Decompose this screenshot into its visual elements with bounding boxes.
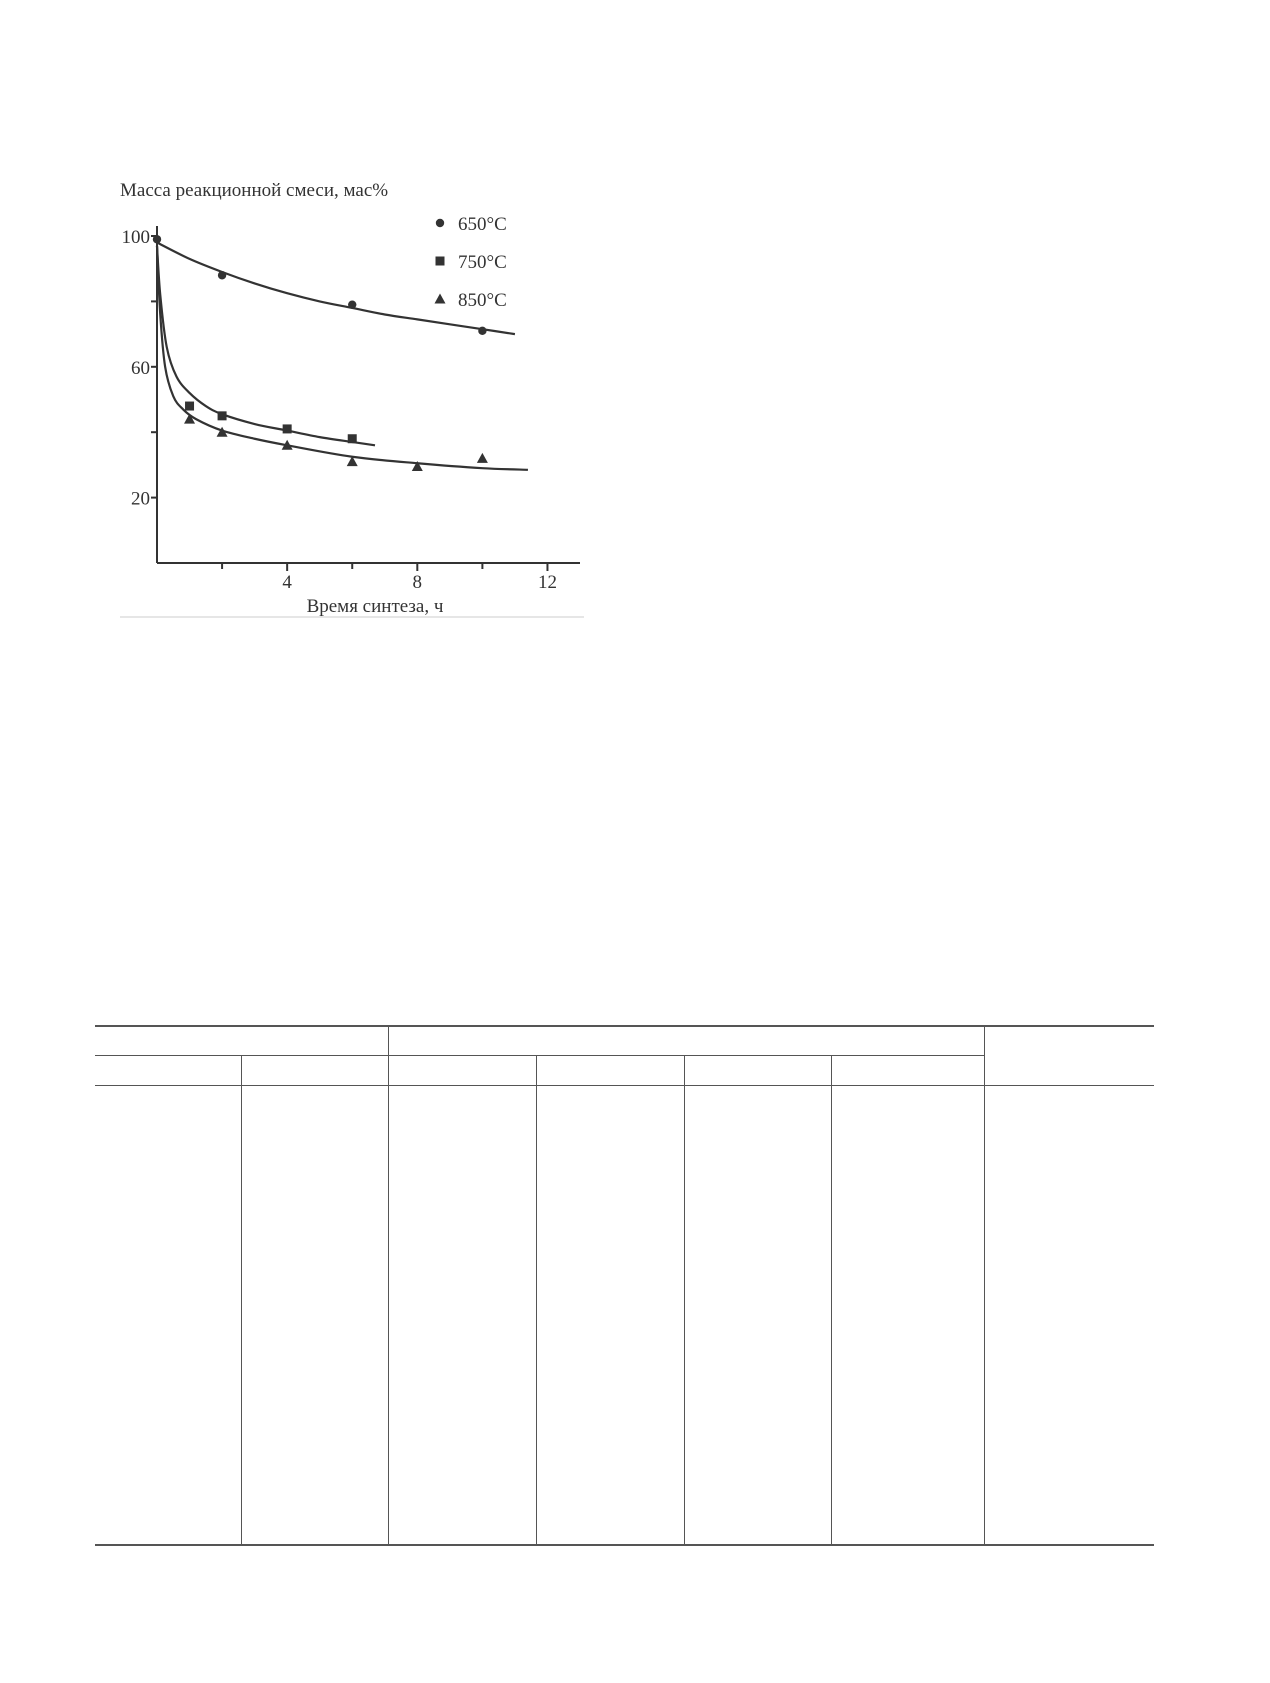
data-point-circle <box>348 300 356 308</box>
table-top-rule <box>95 1025 1154 1027</box>
legend-marker-triangle <box>435 294 446 304</box>
legend-marker-square <box>436 257 445 266</box>
table-col-divider <box>684 1055 685 1545</box>
empty-table <box>95 1025 1154 1545</box>
table-col-divider <box>241 1055 242 1545</box>
legend-marker-circle <box>436 219 444 227</box>
table-col-divider <box>536 1055 537 1545</box>
x-tick-label: 12 <box>537 572 557 593</box>
data-point-circle <box>153 235 161 243</box>
table-col-divider <box>388 1025 389 1545</box>
data-point-square <box>185 402 194 411</box>
x-tick-label: 8 <box>412 572 423 593</box>
table-subheader-rule <box>95 1055 984 1056</box>
y-axis-label: Масса реакционной смеси, мас% <box>120 180 389 201</box>
table-bottom-rule <box>95 1544 1154 1546</box>
y-tick-label: 20 <box>131 488 150 510</box>
legend-label: 650°C <box>458 214 507 235</box>
legend-label: 750°C <box>458 252 507 273</box>
data-point-square <box>283 424 292 433</box>
data-point-square <box>348 434 357 443</box>
legend <box>435 214 507 311</box>
fit-curve-triangle <box>157 246 528 470</box>
table-header-rule <box>95 1085 1154 1086</box>
data-point-circle <box>218 271 226 279</box>
table-col-divider <box>831 1055 832 1545</box>
fit-curves <box>157 243 528 470</box>
x-axis-label: Время синтеза, ч <box>306 596 444 617</box>
data-point-circle <box>478 327 486 335</box>
y-tick-label: 100 <box>121 227 150 248</box>
legend-label: 850°C <box>458 290 507 311</box>
x-tick-label: 4 <box>282 572 292 593</box>
data-points <box>153 235 488 471</box>
y-tick-label: 60 <box>131 357 150 379</box>
data-point-triangle <box>477 453 488 463</box>
data-point-square <box>218 411 227 420</box>
table-col-divider <box>984 1025 985 1545</box>
